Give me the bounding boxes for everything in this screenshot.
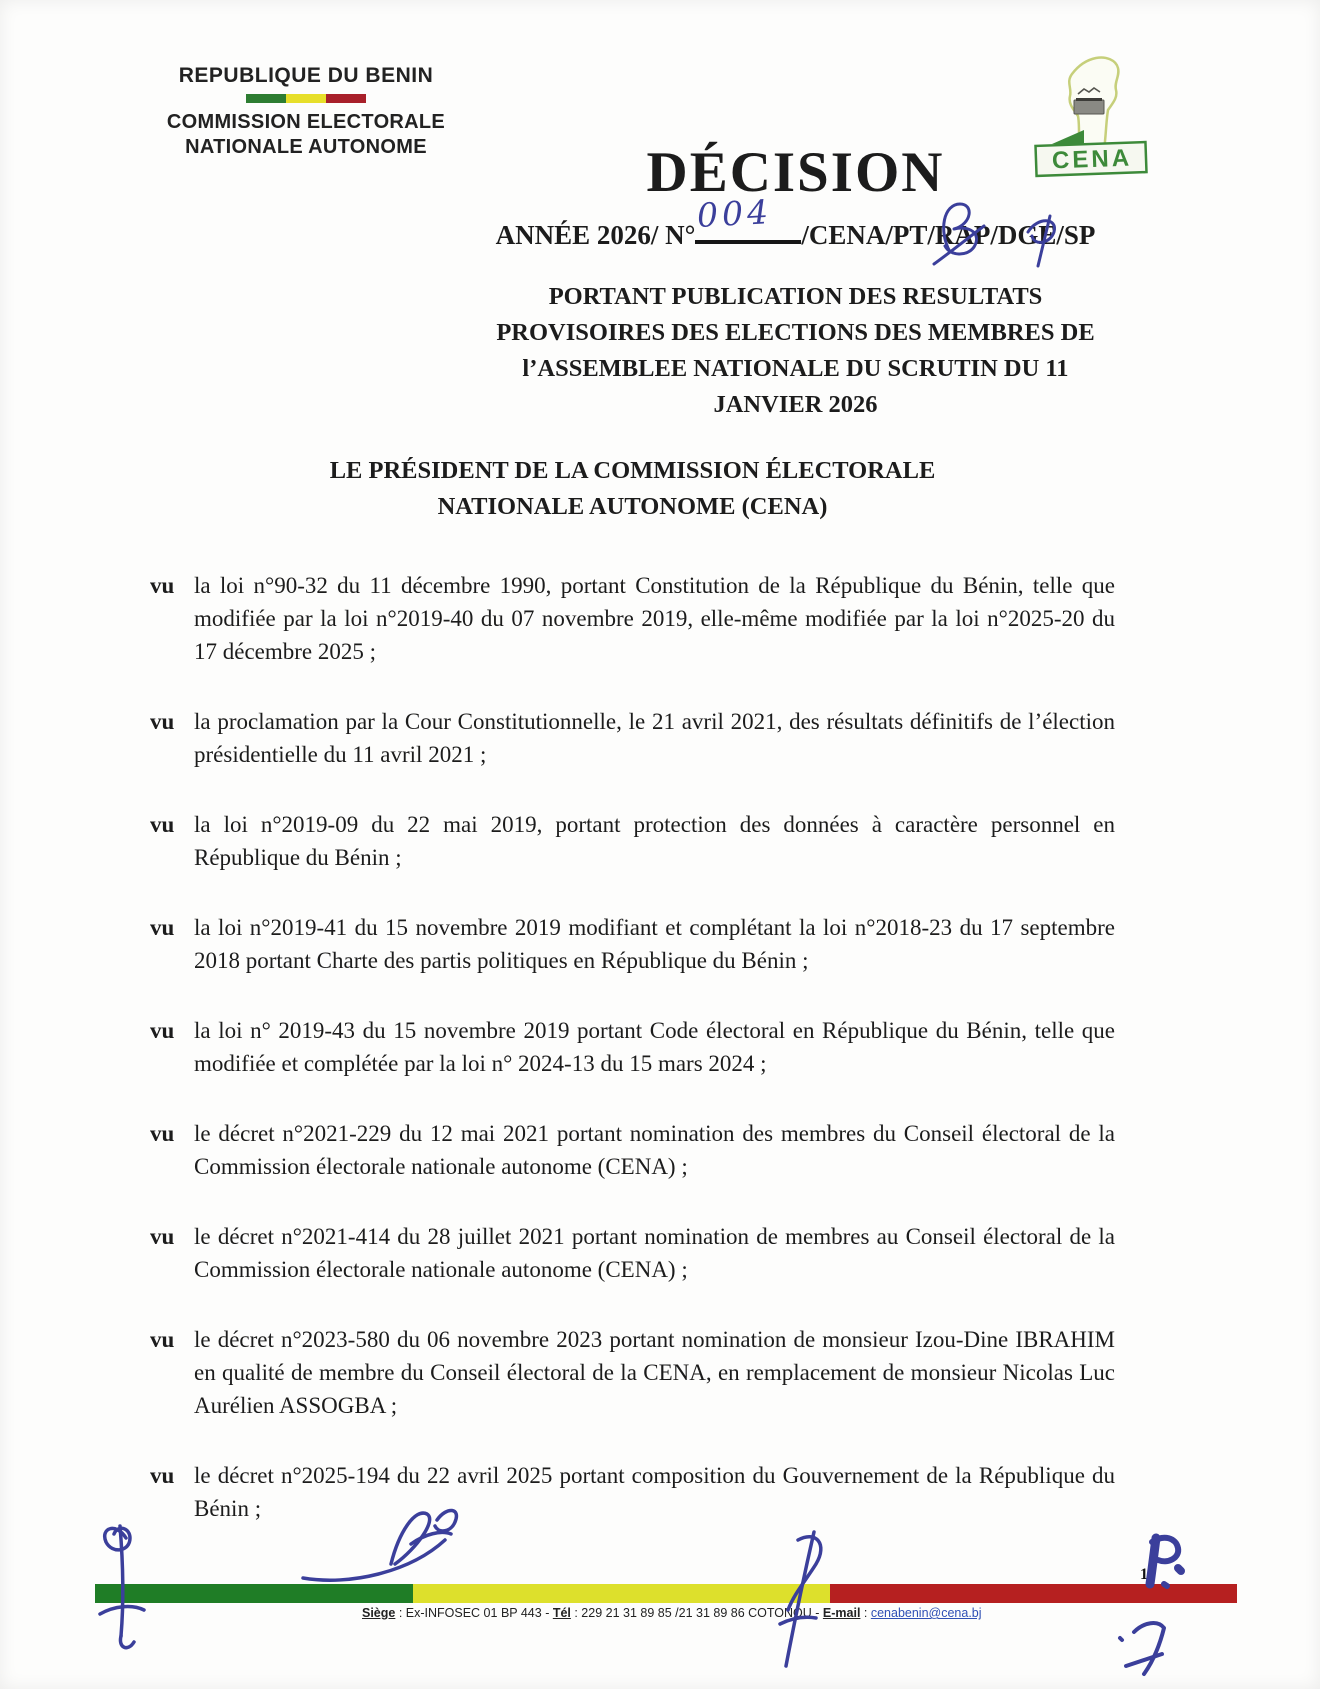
footer-siege-value: : Ex-INFOSEC 01 BP 443 - [395,1606,553,1620]
issuing-authority [150,453,1115,525]
footer-siege-label: Siège [362,1606,396,1620]
reference-number-handwritten: 004 [696,192,774,235]
citation-label: vu [150,573,175,598]
citation-text: le décret n°2021-414 du 28 juillet 2021 portant nomination de membres au Conseil électoral de la Commission électorale nationale autonome (CENA) ; [194,1224,1115,1282]
page-number: 1 [1140,1566,1148,1583]
reference-number-underline [695,192,801,244]
authority-line1: LE PRÉSIDENT DE LA COMMISSION ÉLECTORALE [329,457,936,484]
footer-tel-value: : 229 21 31 89 85 /21 31 89 86 COTONOU - [570,1606,823,1620]
citation-label: vu [150,1327,175,1352]
citation-row [150,911,1115,977]
citation-row [150,569,1115,668]
citation-row [150,1220,1115,1286]
reference-suffix: /CENA/PT/RAP/DGE/SP [801,220,1096,250]
citation-row [150,1323,1115,1422]
citation-row [150,1014,1115,1080]
citation-row [150,1459,1115,1525]
letterhead-org-line2: NATIONALE AUTONOME [185,136,427,158]
subject-line: PROVISOIRES DES ELECTIONS DES MEMBRES DE [496,319,1095,346]
letterhead-country: REPUBLIQUE DU BENIN [178,64,434,87]
stripe-green-segment [95,1584,413,1603]
footer-flag-stripe [95,1584,1237,1603]
reference-prefix: ANNÉE 2026/ N° [495,220,696,250]
footer-contact-line [362,1606,982,1620]
subject-line: PORTANT PUBLICATION DES RESULTATS [548,283,1043,310]
authority-line2: NATIONALE AUTONOME (CENA) [437,493,828,520]
stripe-red-segment [830,1584,1237,1603]
stripe-yellow-segment [413,1584,830,1603]
citation-label: vu [150,812,175,837]
citation-text: la loi n°2019-09 du 22 mai 2019, portant protection des données à caractère personnel en République du Bénin ; [194,812,1115,870]
subject-line: JANVIER 2026 [713,391,878,418]
citation-row [150,1117,1115,1183]
ink-mark-right [1112,1528,1222,1688]
subject-line: l’ASSEMBLEE NATIONALE DU SCRUTIN DU 11 [522,355,1069,382]
citation-text: la loi n°90-32 du 11 décembre 1990, portant Constitution de la République du Bénin, telle que modifiée par la loi n°2019-40 du 07 novembre 2019, elle-même modifiée par la loi n°2025-20 du 17 décembre 2025 ; [194,573,1115,664]
letterhead-org-line1: COMMISSION ELECTORALE [166,111,446,133]
citation-label: vu [150,1018,175,1043]
citation-row [150,705,1115,771]
citation-label: vu [150,709,175,734]
citations-list [150,569,1115,1525]
citation-label: vu [150,915,175,940]
footer-email-label: E-mail [822,1606,861,1620]
document-title: DÉCISION [646,141,945,204]
citation-text: la loi n° 2019-43 du 15 novembre 2019 portant Code électoral en République du Bénin, telle que modifiée et complétée par la loi n° 2024-13 du 15 mars 2024 ; [194,1018,1115,1076]
citation-label: vu [150,1224,175,1249]
footer-tel-label: Tél [552,1606,571,1620]
citation-label: vu [150,1463,175,1488]
citation-text: le décret n°2025-194 du 22 avril 2025 portant composition du Gouvernement de la République du Bénin ; [194,1463,1115,1521]
cena-logo-label: CENA [1051,144,1133,175]
citation-label: vu [150,1121,175,1146]
citation-text: la loi n°2019-41 du 15 novembre 2019 modifiant et complétant la loi n°2018-23 du 17 septembre 2018 portant Charte des partis politiques en République du Bénin ; [194,915,1115,973]
citation-text: la proclamation par la Cour Constitutionnelle, le 21 avril 2021, des résultats définitifs de l’élection présidentielle du 11 avril 2021 ; [194,709,1115,767]
document-subject [476,279,1115,423]
citation-row [150,808,1115,874]
citation-text: le décret n°2023-580 du 06 novembre 2023 portant nomination de monsieur Izou-Dine IBRAHIM en qualité de membre du Conseil électoral de la CENA, en remplacement de monsieur Nicolas Luc Aurélien ASSOGBA ; [194,1327,1115,1418]
reference-line [476,192,1115,251]
citation-text: le décret n°2021-229 du 12 mai 2021 portant nomination des membres du Conseil électoral de la Commission électorale nationale autonome (CENA) ; [194,1121,1115,1179]
footer-email-address: cenabenin@cena.bj [870,1606,982,1620]
footer-email-separator: : [860,1606,871,1620]
